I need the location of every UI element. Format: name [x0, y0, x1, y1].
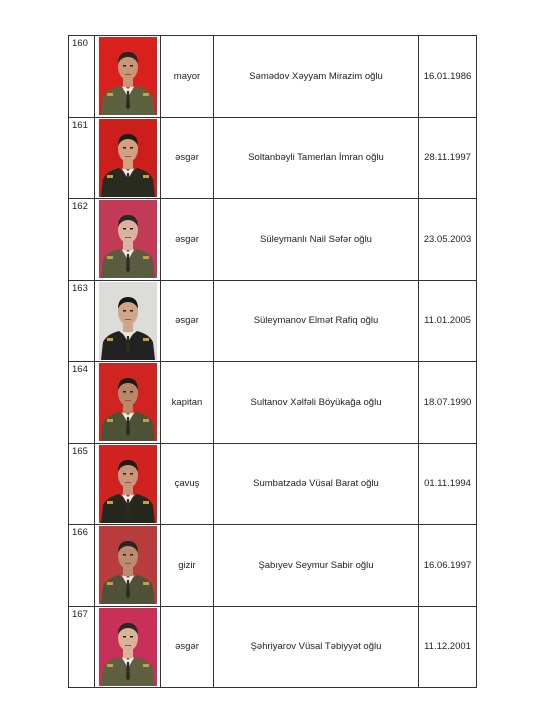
table-row	[69, 607, 477, 689]
portrait-photo	[99, 445, 157, 523]
row-number: 164	[69, 362, 95, 443]
row-number: 167	[69, 607, 95, 688]
rank: mayor	[161, 36, 214, 117]
table-row	[69, 281, 477, 363]
portrait-photo	[99, 608, 157, 686]
table-row	[69, 118, 477, 200]
table-row	[69, 36, 477, 118]
birth-date: 16.06.1997	[419, 525, 477, 606]
birth-date: 11.12.2001	[419, 607, 477, 688]
birth-date: 01.11.1994	[419, 444, 477, 525]
full-name: Süleymanov Elmət Rafiq oğlu	[214, 281, 419, 362]
photo-cell	[95, 36, 161, 117]
portrait-photo	[99, 363, 157, 441]
rank: əsgər	[161, 281, 214, 362]
rank: əsgər	[161, 118, 214, 199]
photo-cell	[95, 199, 161, 280]
rank: gizir	[161, 525, 214, 606]
table-row	[69, 362, 477, 444]
photo-cell	[95, 525, 161, 606]
birth-date: 16.01.1986	[419, 36, 477, 117]
photo-cell	[95, 281, 161, 362]
birth-date: 28.11.1997	[419, 118, 477, 199]
birth-date: 23.05.2003	[419, 199, 477, 280]
full-name: Süleymanlı Nail Səfər oğlu	[214, 199, 419, 280]
full-name: Sultanov Xəlfəli Böyükağa oğlu	[214, 362, 419, 443]
portrait-photo	[99, 282, 157, 360]
full-name: Şəhriyarov Vüsal Təbiyyət oğlu	[214, 607, 419, 688]
table-row	[69, 199, 477, 281]
full-name: Səmədov Xəyyam Mirazim oğlu	[214, 36, 419, 117]
portrait-photo	[99, 200, 157, 278]
row-number: 160	[69, 36, 95, 117]
photo-cell	[95, 607, 161, 688]
row-number: 165	[69, 444, 95, 525]
rank: əsgər	[161, 607, 214, 688]
rank: çavuş	[161, 444, 214, 525]
table-row	[69, 525, 477, 607]
rank: kapitan	[161, 362, 214, 443]
memorial-table	[68, 35, 477, 688]
birth-date: 18.07.1990	[419, 362, 477, 443]
birth-date: 11.01.2005	[419, 281, 477, 362]
full-name: Şabıyev Seymur Sabir oğlu	[214, 525, 419, 606]
row-number: 162	[69, 199, 95, 280]
table-row	[69, 444, 477, 526]
portrait-photo	[99, 119, 157, 197]
photo-cell	[95, 444, 161, 525]
portrait-photo	[99, 526, 157, 604]
row-number: 163	[69, 281, 95, 362]
row-number: 161	[69, 118, 95, 199]
photo-cell	[95, 118, 161, 199]
full-name: Sumbatzadə Vüsal Barat oğlu	[214, 444, 419, 525]
row-number: 166	[69, 525, 95, 606]
full-name: Soltanbəyli Tamerlan İmran oğlu	[214, 118, 419, 199]
portrait-photo	[99, 37, 157, 115]
rank: əsgər	[161, 199, 214, 280]
photo-cell	[95, 362, 161, 443]
